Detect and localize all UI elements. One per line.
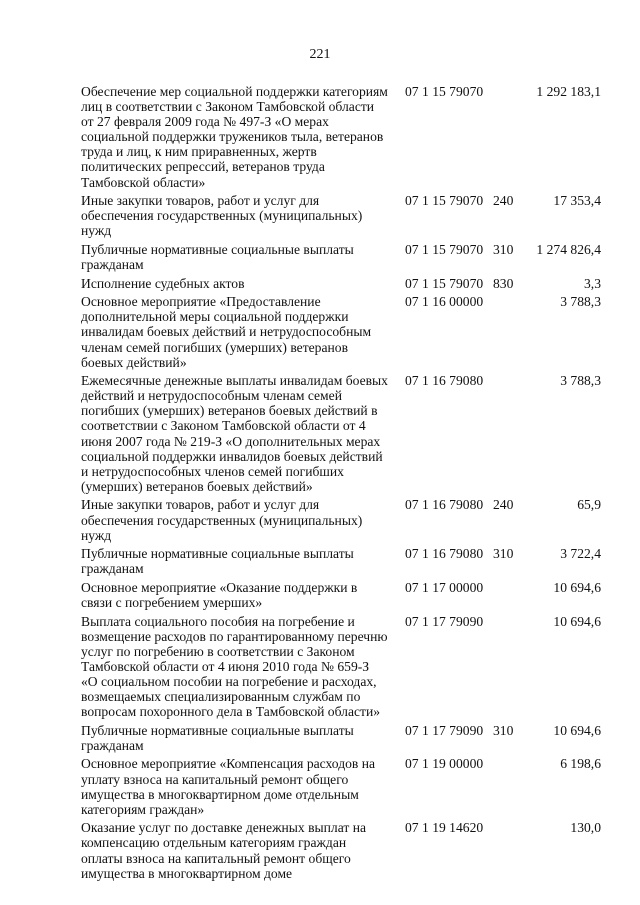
table-row (81, 614, 601, 723)
table-row (81, 193, 601, 242)
row-code: 07 1 16 00000 (405, 294, 484, 310)
row-amount: 3 788,3 (560, 294, 601, 310)
row-expense-type (493, 373, 523, 497)
table-row (81, 242, 601, 276)
table-row (81, 276, 601, 295)
row-description: Иные закупки товаров, работ и услуг для обеспечения государственных (муниципальных) нужд (81, 497, 363, 543)
table-row (81, 756, 601, 820)
row-code: 07 1 15 79070 (405, 241, 484, 257)
row-amount: 6 198,6 (560, 756, 601, 772)
row-description: Основное мероприятие «Оказание поддержки в связи с погребением умерших» (81, 579, 358, 610)
row-description: Основное мероприятие «Компенсация расходов на уплату взноса на капитальный ремонт общего имущества в многоквартирном доме отдельным категориям граждан» (81, 756, 376, 817)
table-row (81, 546, 601, 580)
page-number: 221 (309, 47, 331, 62)
row-description: Основное мероприятие «Предоставление дополнительной меры социальной поддержки инвалидам боевых действий и нетрудоспособным членам семей погибших (умерших) ветеранов боевых действий» (81, 294, 372, 370)
row-code: 07 1 15 79070 (405, 275, 484, 291)
row-code: 07 1 19 00000 (405, 756, 484, 772)
row-expense-type (493, 614, 523, 723)
row-description: Публичные нормативные социальные выплаты гражданам (81, 546, 354, 577)
row-description: Обеспечение мер социальной поддержки категориям лиц в соответствии с Законом Тамбовской области от 27 февраля 2009 года № 497-З «О мерах социальной поддержки тружеников тыла, ветеранов труда и лиц, к ним приравненных, жертв политических репрессий, ветеранов труда Тамбовской области» (81, 84, 388, 190)
row-code: 07 1 17 79090 (405, 613, 484, 629)
row-expense-type: 310 (493, 722, 514, 738)
row-amount: 130,0 (570, 820, 601, 836)
row-code: 07 1 15 79070 (405, 84, 484, 99)
row-code: 07 1 16 79080 (405, 546, 484, 562)
row-expense-type: 240 (493, 193, 514, 209)
row-expense-type: 310 (493, 546, 514, 562)
row-expense-type (493, 756, 523, 820)
row-code: 07 1 17 79090 (405, 722, 484, 738)
row-code: 07 1 17 00000 (405, 579, 484, 595)
row-amount: 1 292 183,1 (536, 84, 601, 99)
table-row (81, 294, 601, 373)
row-description: Публичные нормативные социальные выплаты гражданам (81, 722, 354, 753)
budget-table-body (81, 84, 601, 884)
row-amount: 65,9 (577, 497, 601, 513)
row-code: 07 1 16 79080 (405, 497, 484, 513)
row-description: Оказание услуг по доставке денежных выплат на компенсацию отдельным категориям граждан оплаты взноса на капитальный ремонт общего имущества в многоквартирном доме (81, 820, 367, 881)
row-amount: 10 694,6 (553, 722, 601, 738)
table-row (81, 723, 601, 757)
row-description: Иные закупки товаров, работ и услуг для обеспечения государственных (муниципальных) нужд (81, 193, 363, 239)
row-amount: 3 722,4 (560, 546, 601, 562)
table-row (81, 580, 601, 614)
row-amount: 3,3 (584, 275, 601, 291)
table-row (81, 497, 601, 546)
row-expense-type (493, 820, 523, 884)
table-row (81, 820, 601, 884)
row-code: 07 1 19 14620 (405, 820, 484, 836)
row-amount: 17 353,4 (553, 193, 601, 209)
row-expense-type (493, 84, 523, 193)
budget-table (81, 84, 601, 884)
row-expense-type (493, 294, 523, 373)
row-amount: 10 694,6 (553, 613, 601, 629)
row-amount: 10 694,6 (553, 579, 601, 595)
row-code: 07 1 15 79070 (405, 193, 484, 209)
table-row (81, 373, 601, 497)
row-amount: 1 274 826,4 (536, 241, 601, 257)
row-description: Выплата социального пособия на погребение и возмещение расходов по гарантированному перечню услуг по погребению в соответствии с Законом Тамбовской области от 4 июня 2010 года № 659-З «О социальном пособии на погребение и расходах, возмещаемых специализированным службам по вопросам похоронного дела в Тамбовской области» (81, 613, 388, 720)
row-expense-type: 310 (493, 241, 514, 257)
row-expense-type (493, 580, 523, 614)
row-description: Публичные нормативные социальные выплаты гражданам (81, 241, 354, 273)
row-description: Исполнение судебных актов (81, 275, 245, 291)
row-description: Ежемесячные денежные выплаты инвалидам боевых действий и нетрудоспособным членам семей погибших (умерших) ветеранов боевых действий в соответствии с Законом Тамбовской области от 4 июня 2007 года № 219-З «О дополнительных мерах социальной поддержки инвалидов боевых действий и нетрудоспособных членов семей погибших (умерших) ветеранов боевых действий» (81, 373, 388, 494)
row-expense-type: 240 (493, 497, 514, 513)
row-amount: 3 788,3 (560, 373, 601, 389)
row-code: 07 1 16 79080 (405, 373, 484, 389)
row-expense-type: 830 (493, 275, 514, 291)
table-row (81, 84, 601, 193)
